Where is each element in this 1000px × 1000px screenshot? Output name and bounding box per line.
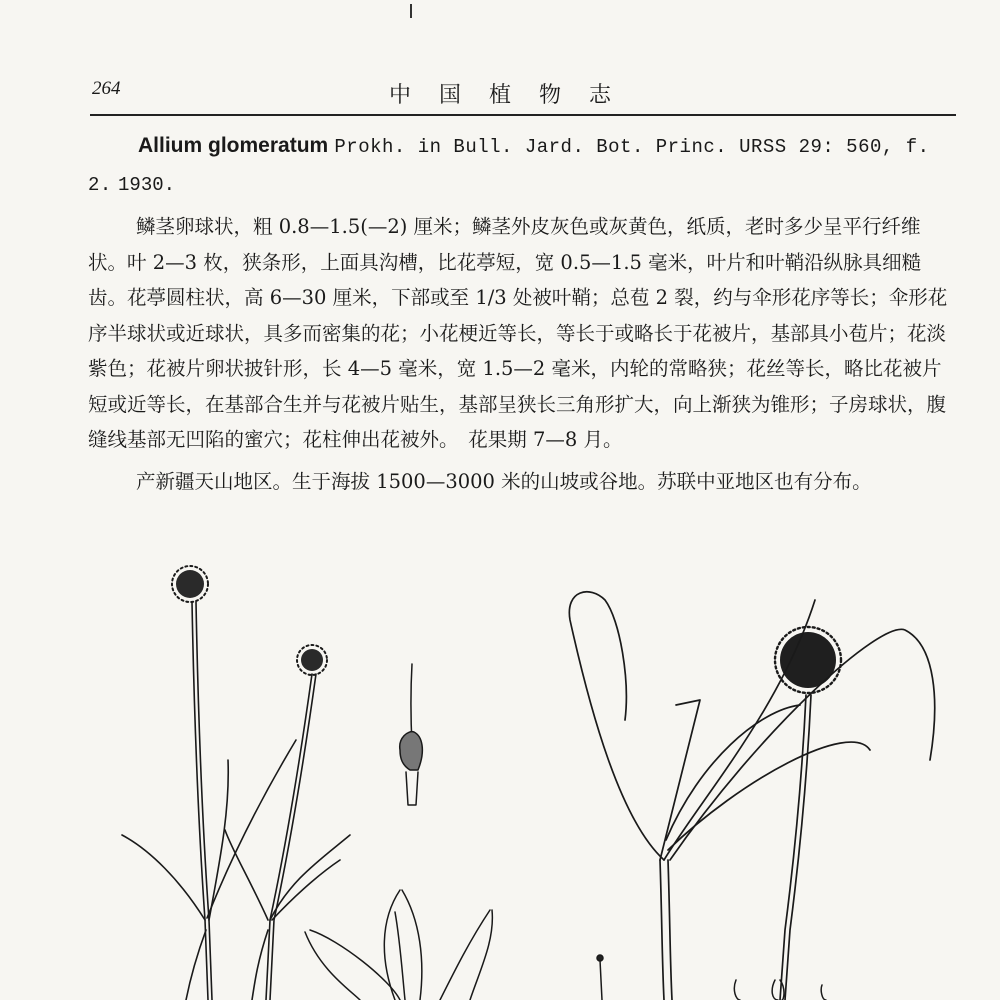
- header-rule: [90, 114, 956, 116]
- scan-mark: [410, 4, 412, 18]
- umbel-head-large: [172, 566, 208, 602]
- left-plant: [122, 566, 350, 1000]
- running-title: 中国植物志: [388, 83, 639, 108]
- flower-detail: [400, 664, 423, 805]
- page-number: 264: [92, 78, 121, 99]
- distribution-paragraph: 产新疆天山地区。生于海拔 1500—3000 米的山坡或谷地。苏联中亚地区也有分布。: [136, 469, 872, 493]
- species-authority: Prokh. in Bull. Jard. Bot. Princ. URSS 29: 560, f. 2.: [88, 136, 930, 196]
- botanical-illustration: [0, 560, 1000, 1000]
- species-citation: [88, 128, 956, 203]
- umbel-head-right: [775, 627, 841, 693]
- entry-text: [88, 128, 956, 499]
- tepal-detail: [305, 890, 492, 1000]
- right-plant: [569, 592, 934, 1000]
- illustration-svg: [0, 560, 1000, 1000]
- description-paragraph: 鳞茎卵球状，粗 0.8—1.5(—2) 厘米；鳞茎外皮灰色或灰黄色，纸质，老时多少呈平行纤维状。叶 2—3 枚，狭条形，上面具沟槽，比花葶短，宽 0.5—1.5 毫米，叶片和叶鞘沿纵脉具细糙齿。花葶圆柱状，高 6—30 厘米，下部或至 1/3 处被叶鞘；总苞 2 裂，约与伞形花序等长；伞形花序半球状或近球状，具多而密集的花；小花梗近等长，等长于或略长于花被片，基部具小苞片；花淡紫色；花被片卵状披针形，长 4—5 毫米，宽 1.5—2 毫米，内轮的常略狭；花丝等长，略比花被片短或近等长，在基部合生并与花被片贴生，基部呈狭长三角形扩大，向上渐狭为锥形；子房球状，腹缝线基部无凹陷的蜜穴；花柱伸出花被外。 花果期 7—8 月。: [88, 215, 948, 451]
- stamen-details: [597, 955, 826, 1000]
- umbel-head-small: [297, 645, 327, 675]
- species-name: Allium glomeratum: [138, 134, 329, 157]
- citation-year: 1930.: [118, 173, 176, 196]
